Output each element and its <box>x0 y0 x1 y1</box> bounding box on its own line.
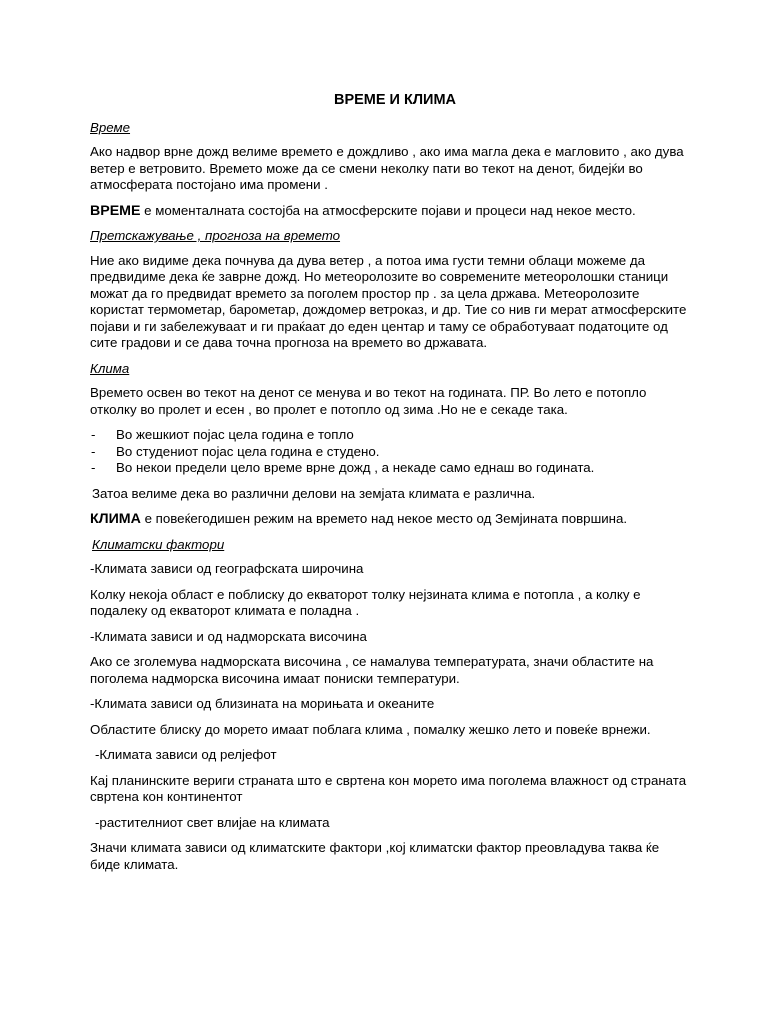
definition-term-klima: КЛИМА <box>90 511 141 527</box>
bullet-list-climate-zones <box>90 427 690 477</box>
factor-altitude-title: -Климата зависи и од надморската височина <box>90 628 367 644</box>
factor-latitude-title: -Климата зависи од географската широчина <box>90 561 364 576</box>
definition-term-vreme: ВРЕМЕ <box>90 202 141 219</box>
factor-sea-title: -Климата зависи од близината на морињата и океаните <box>90 696 435 711</box>
paragraph-klima-conclusion: Затоа велиме дека во различни делови на земјата климата е различна. <box>92 485 536 501</box>
bullet-marker: - <box>91 427 96 442</box>
definition-klima <box>90 511 690 528</box>
heading-factors: Климатски фактори <box>92 536 225 552</box>
list-item <box>90 427 690 444</box>
list-item <box>90 460 690 477</box>
document-body <box>90 92 690 882</box>
factor-sea-text: Областите блиску до морето имаат поблага клима , помалку жешко лето и повеќе врнежи. <box>90 721 651 737</box>
heading-klima: Клима <box>90 360 130 376</box>
heading-vreme: Време <box>90 119 131 135</box>
factor-vegetation-title: -растителниот свет влијае на климата <box>95 814 330 830</box>
document-title: ВРЕМЕ И КЛИМА <box>333 92 457 108</box>
definition-text-vreme: е моменталната состојба на атмосферските појави и процеси над некое место. <box>140 202 636 218</box>
paragraph-forecast: Ние ако видиме дека почнува да дува ветер , а потоа има густи темни облаци можеме да предвидиме дека ќе заврне дожд. Но метеоролозите во современите метеоролошки станици можат да го предвидат времето за поголем простор пр . за цела држава. Метеоролозите користат термометар, барометар, дождомер ветроказ, и др. Тие со нив ги мерат атмосферските појави и ги забележуваат и ги праќаат до еден центар и таму се обработуваат податоците од сите градови и се дава точна прогноза на времето во државата. <box>90 252 687 350</box>
definition-vreme <box>90 203 690 220</box>
list-item-text: Во жешкиот појас цела година е топло <box>116 427 354 442</box>
factor-altitude-text: Ако се зголемува надморската височина , се намалува температурата, значи областите на поголема надморска височина имаат пониски температури. <box>90 654 654 686</box>
factor-latitude-text: Колку некоја област е поблиску до екваторот толку нејзината клима е потопла , а колку е подалеку од екваторот климата е поладна . <box>90 586 641 618</box>
list-item-text: Во некои предели цело време врне дожд , а некаде само еднаш во годината. <box>116 460 595 475</box>
factor-relief-title: -Климата зависи од релјефот <box>95 747 277 762</box>
paragraph-vreme-intro: Ако надвор врне дожд велиме времето е дождливо , ако има магла дека е магловито , ако дува ветер е ветровито. Времето може да се смени неколку пати во текот на денот, бидејќи во атмосферата постојано има промени . <box>90 144 684 192</box>
bullet-marker: - <box>91 460 96 475</box>
factors-conclusion: Значи климата зависи од климатските фактори ,кој климатски фактор преовладува таква ќе биде климата. <box>90 840 660 872</box>
factor-relief-text: Кај планинските вериги страната што е свртена кон морето има поголема влажност од страната свртена кон континентот <box>90 772 687 804</box>
bullet-marker: - <box>91 443 96 459</box>
list-item <box>90 444 690 461</box>
list-item-text: Во студениот појас цела година е студено. <box>116 443 380 459</box>
paragraph-klima-intro: Времето освен во текот на денот се менува и во текот на годината. ПР. Во лето е потопло отколку во пролет и есен , во пролет е потопло од зима .Но не е секаде така. <box>90 385 647 417</box>
definition-text-klima: е повеќегодишен режим на времето над некое место од Земјината површина. <box>140 511 628 526</box>
heading-forecast: Претскажување , прогноза на времето <box>90 228 341 243</box>
